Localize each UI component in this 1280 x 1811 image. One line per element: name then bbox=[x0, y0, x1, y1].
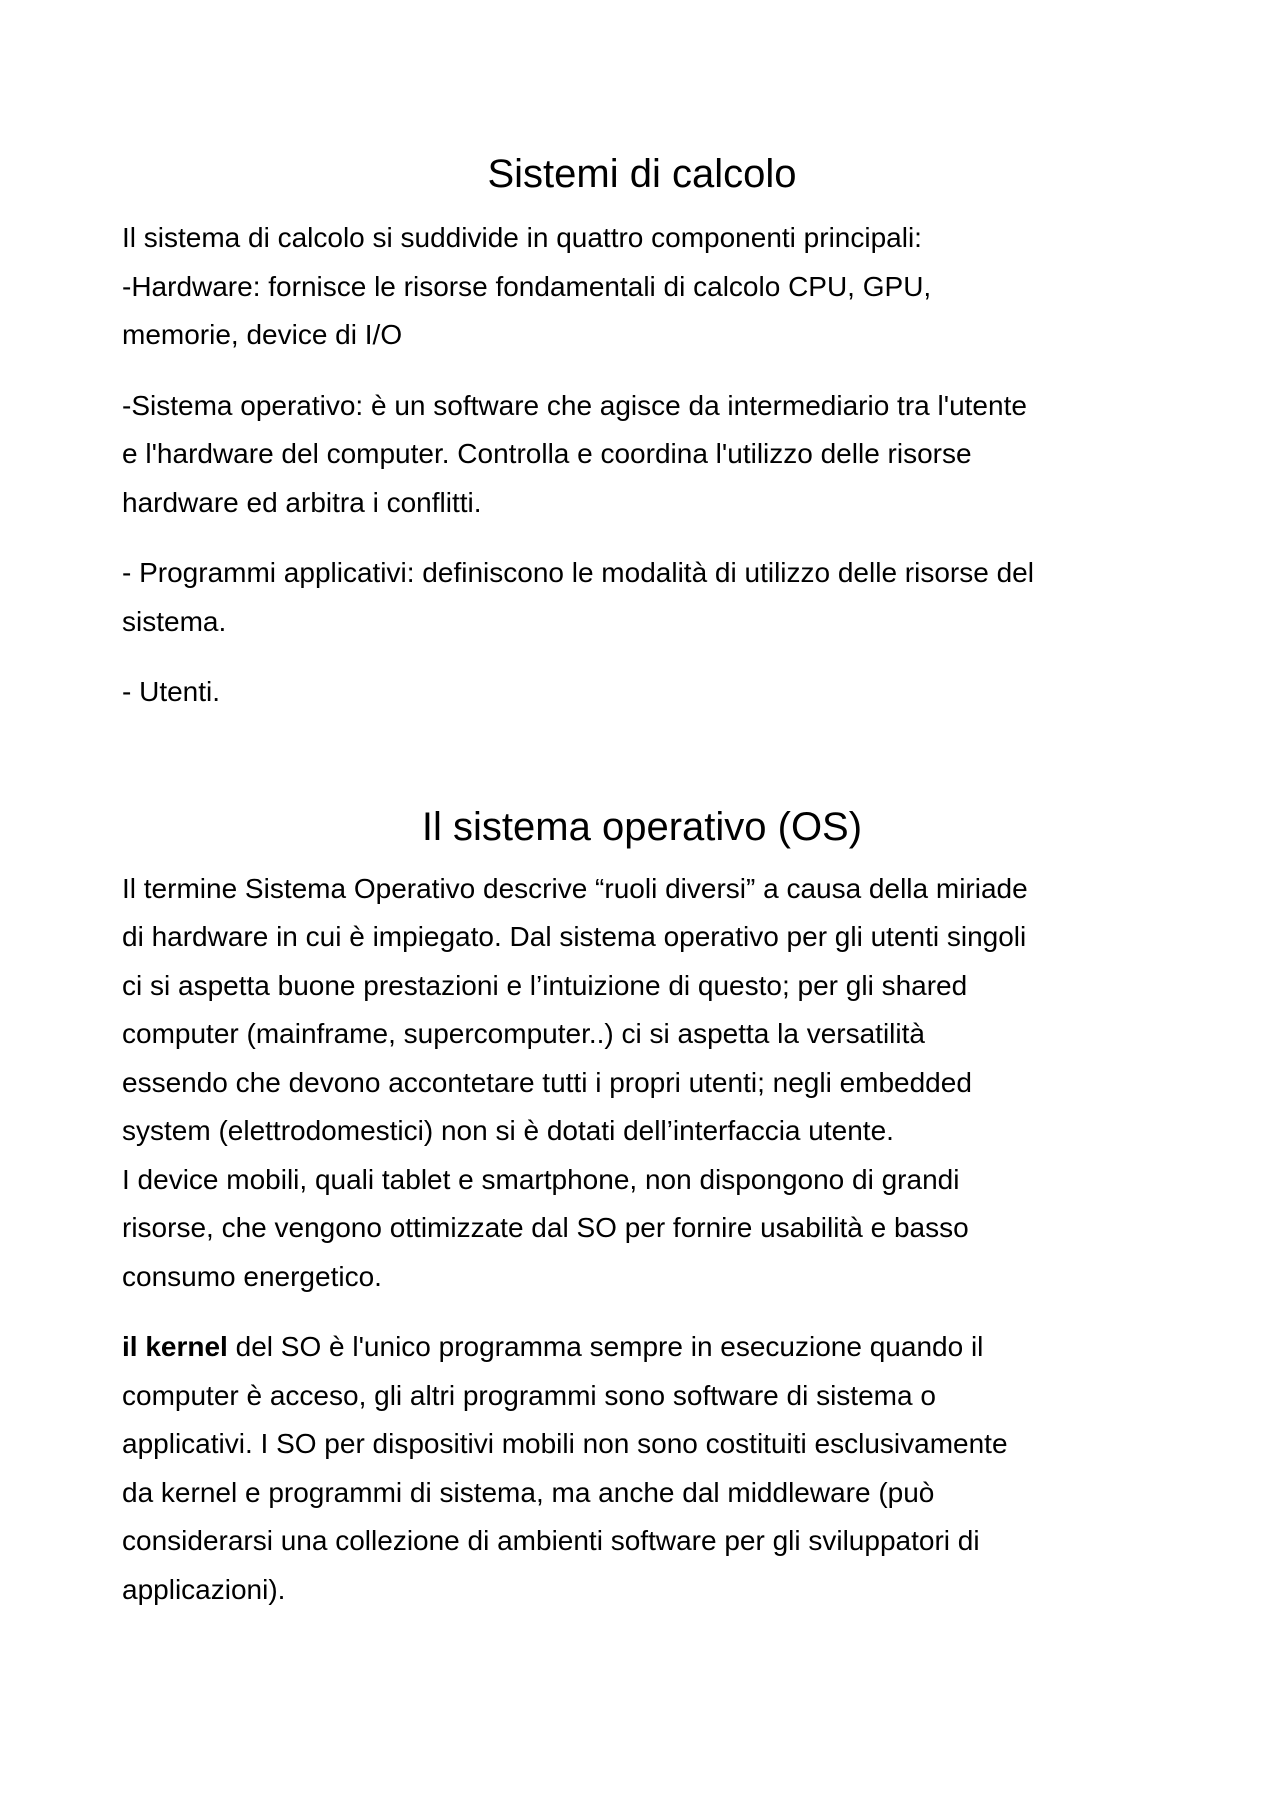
text-line: da kernel e programmi di sistema, ma anche dal middleware (può bbox=[122, 1476, 935, 1508]
paragraph-kernel bbox=[122, 1323, 1162, 1614]
bold-term-kernel: il kernel bbox=[122, 1331, 228, 1362]
text-fragment: del SO è l'unico programma sempre in esecuzione quando il bbox=[227, 1331, 984, 1362]
text-line: - Utenti. bbox=[122, 676, 221, 707]
paragraph-utenti bbox=[122, 668, 1162, 717]
text-line: di hardware in cui è impiegato. Dal sistema operativo per gli utenti singoli bbox=[122, 921, 1027, 952]
text-line: Il termine Sistema Operativo descrive “ruoli diversi” a causa della miriade bbox=[122, 872, 1028, 904]
text-line: memorie, device di I/O bbox=[122, 319, 403, 350]
text-line: -Hardware: fornisce le risorse fondamentali di calcolo CPU, GPU, bbox=[122, 270, 932, 302]
text-line: applicazioni). bbox=[122, 1573, 286, 1605]
text-line: considerarsi una collezione di ambienti software per gli sviluppatori di bbox=[122, 1525, 980, 1556]
text-line: - Programmi applicativi: definiscono le modalità di utilizzo delle risorse del bbox=[122, 557, 1034, 588]
text-line: Il sistema di calcolo si suddivide in quattro componenti principali: bbox=[122, 222, 922, 253]
paragraph-sistema-operativo bbox=[122, 382, 1162, 528]
section-title-sistemi-di-calcolo: Sistemi di calcolo bbox=[487, 152, 797, 196]
section-title-sistema-operativo: Il sistema operativo (OS) bbox=[421, 804, 863, 849]
paragraph-programmi-applicativi bbox=[122, 549, 1162, 646]
text-line bbox=[122, 1323, 1162, 1372]
text-line: hardware ed arbitra i conflitti. bbox=[122, 486, 482, 518]
text-line: system (elettrodomestici) non si è dotati dell’interfaccia utente. bbox=[122, 1115, 894, 1146]
text-line: ci si aspetta buone prestazioni e l’intuizione di questo; per gli shared bbox=[122, 969, 968, 1001]
document-page bbox=[122, 150, 1162, 1614]
text-line: I device mobili, quali tablet e smartphone, non dispongono di grandi bbox=[122, 1163, 960, 1195]
text-line: e l'hardware del computer. Controlla e coordina l'utilizzo delle risorse bbox=[122, 438, 972, 469]
text-line: risorse, che vengono ottimizzate dal SO per fornire usabilità e basso bbox=[122, 1212, 969, 1243]
text-line: applicativi. I SO per dispositivi mobili non sono costituiti esclusivamente bbox=[122, 1428, 1008, 1459]
paragraph-termine-sistema-operativo bbox=[122, 865, 1162, 1302]
text-line: essendo che devono accontetare tutti i propri utenti; negli embedded bbox=[122, 1066, 972, 1098]
text-line: -Sistema operativo: è un software che agisce da intermediario tra l'utente bbox=[122, 389, 1027, 421]
text-line: computer è acceso, gli altri programmi sono software di sistema o bbox=[122, 1379, 936, 1411]
paragraph-intro-hardware bbox=[122, 214, 1162, 360]
text-line: sistema. bbox=[122, 605, 227, 637]
text-line: consumo energetico. bbox=[122, 1260, 382, 1292]
text-line: computer (mainframe, supercomputer..) ci si aspetta la versatilità bbox=[122, 1018, 925, 1049]
